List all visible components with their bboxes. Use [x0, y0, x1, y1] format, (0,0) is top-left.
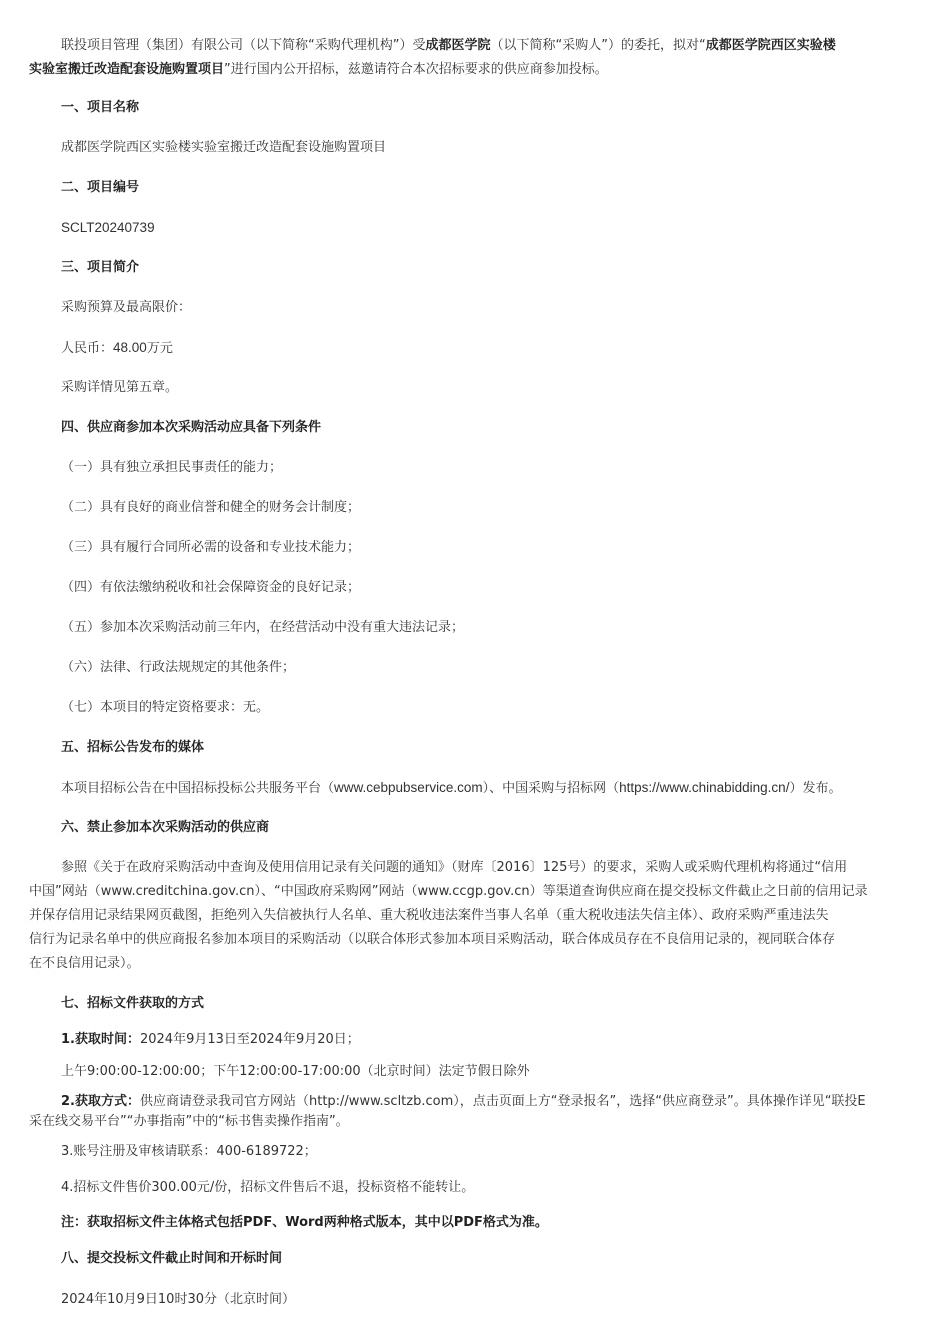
paragraph-line: 在不良信用记录）。 [29, 956, 140, 971]
intro-paragraph [29, 34, 907, 82]
qualification-item: （三）具有履行合同所必需的设备和专业技术能力； [61, 540, 361, 555]
obtain-method-line: 采在线交易平台”“办事指南”中的“标书售卖操作指南”。 [29, 1114, 349, 1129]
budget-amount: 人民币：48.00万元 [61, 340, 173, 356]
paragraph-line: 信行为记录名单中的供应商报名参加本项目的采购活动（以联合体形式参加本项目采购活动，联合体成员存在不良信用记录的，视同联合体存 [29, 932, 836, 947]
section-heading-prohibited: 六、禁止参加本次采购活动的供应商 [61, 820, 270, 835]
contact-phone: 3.账号注册及审核请联系：400-6189722； [61, 1144, 317, 1159]
section-heading-name: 一、项目名称 [61, 100, 140, 115]
obtain-time: 1.获取时间：2024年9月13日至2024年9月20日； [61, 1032, 360, 1047]
intro-line-2: 实验室搬迁改造配套设施购置项目”进行国内公开招标，兹邀请符合本次招标要求的供应商参加投标。 [29, 62, 608, 77]
section-heading-deadline: 八、提交投标文件截止时间和开标时间 [61, 1251, 283, 1266]
section-heading-qualifications: 四、供应商参加本次采购活动应具备下列条件 [61, 420, 322, 435]
cebpubservice-link[interactable]: www.cebpubservice.com [334, 780, 483, 795]
obtain-method-line: 2.获取方式：供应商请登录我司官方网站（http://www.scltzb.com），点击页面上方“登录报名”，选择“供应商登录”。具体操作详见“联投E [61, 1094, 866, 1109]
format-note: 注：获取招标文件主体格式包括PDF、Word两种格式版本，其中以PDF格式为准。 [61, 1215, 548, 1230]
qualification-item: （五）参加本次采购活动前三年内，在经营活动中没有重大违法记录； [61, 620, 465, 635]
qualification-item: （一）具有独立承担民事责任的能力； [61, 460, 283, 475]
obtain-method [29, 1092, 907, 1132]
credit-record-paragraph [29, 856, 907, 976]
qualification-item: （六）法律、行政法规规定的其他条件； [61, 660, 296, 675]
qualification-item: （七）本项目的特定资格要求：无。 [61, 700, 270, 715]
section-heading-media: 五、招标公告发布的媒体 [61, 740, 205, 755]
project-name: 成都医学院西区实验楼实验室搬迁改造配套设施购置项目 [61, 140, 387, 155]
qualification-item: （二）具有良好的商业信誉和健全的财务会计制度； [61, 500, 361, 515]
section-heading-obtain: 七、招标文件获取的方式 [61, 996, 205, 1011]
qualification-item: （四）有依法缴纳税收和社会保障资金的良好记录； [61, 580, 361, 595]
intro-line-1: 联投项目管理（集团）有限公司（以下简称“采购代理机构”）受成都医学院（以下简称“采购人”）的委托，拟对“成都医学院西区实验楼 [61, 38, 836, 53]
paragraph-line: 参照《关于在政府采购活动中查询及使用信用记录有关问题的通知》（财库〔2016〕125号）的要求，采购人或采购代理机构将通过“信用 [61, 860, 848, 875]
chinabidding-link[interactable]: https://www.chinabidding.cn/ [619, 780, 790, 795]
project-number: SCLT20240739 [61, 220, 155, 235]
paragraph-line: 中国”网站（www.creditchina.gov.cn）、“中国政府采购网”网站（www.ccgp.gov.cn）等渠道查询供应商在提交投标文件截止之日前的信用记录 [29, 884, 868, 899]
media-statement: 本项目招标公告在中国招标投标公共服务平台（www.cebpubservice.com）、中国采购与招标网（https://www.chinabidding.cn/）发布。 [61, 780, 842, 796]
deadline-time: 2024年10月9日10时30分（北京时间） [61, 1292, 295, 1307]
obtain-time-detail: 上午9:00:00-12:00:00；下午12:00:00-17:00:00（北京时间）法定节假日除外 [61, 1064, 530, 1079]
budget-label: 采购预算及最高限价： [61, 300, 192, 315]
document-price: 4.招标文件售价300.00元/份，招标文件售后不退，投标资格不能转让。 [61, 1180, 475, 1195]
section-heading-summary: 三、项目简介 [61, 260, 140, 275]
section-heading-number: 二、项目编号 [61, 180, 140, 195]
budget-detail: 采购详情见第五章。 [61, 380, 179, 395]
paragraph-line: 并保存信用记录结果网页截图，拒绝列入失信被执行人名单、重大税收违法案件当事人名单（重大税收违法失信主体）、政府采购严重违法失 [29, 908, 829, 923]
